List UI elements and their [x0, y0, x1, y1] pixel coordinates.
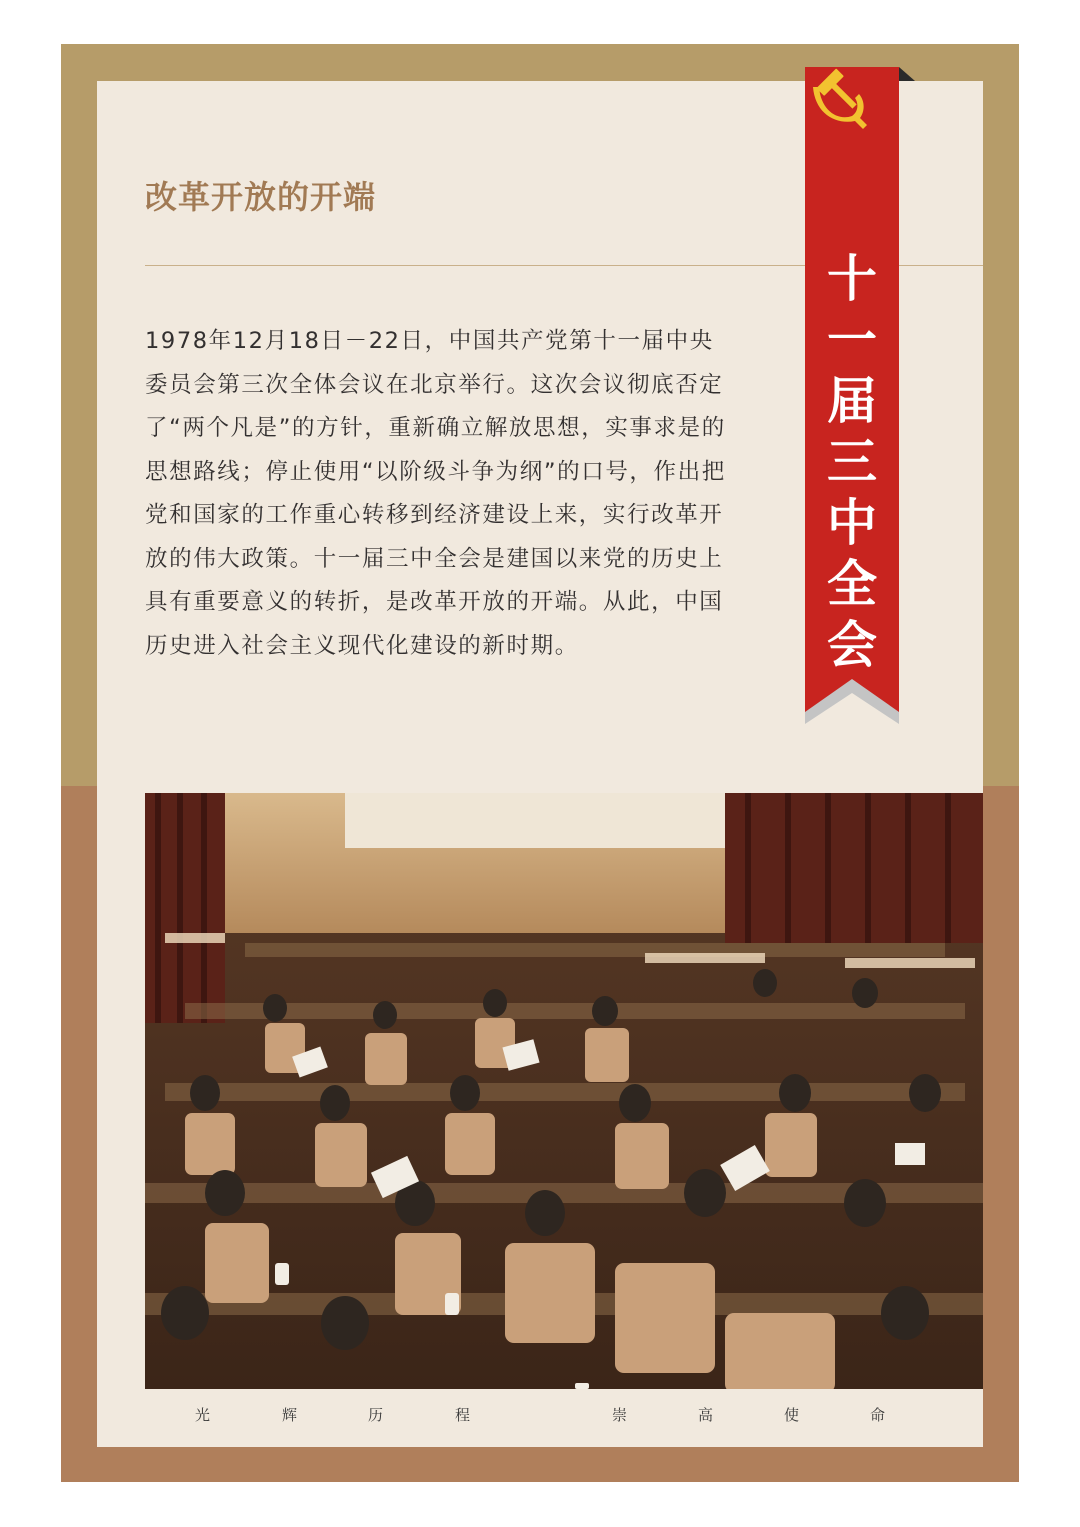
ribbon-char: 十: [827, 250, 877, 308]
ribbon-fold: [899, 67, 915, 81]
footer-char: 命: [870, 1406, 886, 1424]
footer-char: 程: [455, 1406, 471, 1424]
red-ribbon-banner: [805, 67, 899, 724]
body-paragraph: 1978年12月18日－22日，中国共产党第十一届中央委员会第三次全体会议在北京举行。这次会议彻底否定了“两个凡是”的方针，重新确立解放思想，实事求是的思想路线；停止使用“以阶级斗争为纲”的口号，作出把党和国家的工作重心转移到经济建设上来，实行改革开放的伟大政策。十一届三中全会是建国以来党的历史上具有重要意义的转折，是改革开放的开端。从此，中国历史进入社会主义现代化建设的新时期。: [145, 328, 726, 659]
ribbon-char: 中: [827, 494, 877, 552]
ribbon-char: 三: [827, 433, 877, 491]
ribbon-char: 会: [827, 616, 877, 674]
ribbon-char: 届: [827, 372, 877, 430]
page-title: 改革开放的开端: [145, 178, 377, 216]
footer-char: 辉: [282, 1406, 298, 1424]
footer-char: 历: [368, 1406, 384, 1424]
meeting-photo-illustration: [145, 793, 983, 1389]
meeting-photo: [145, 793, 983, 1389]
ribbon-vertical-text: [805, 249, 899, 676]
footer-char: 光: [195, 1406, 211, 1424]
ribbon-char: 全: [827, 555, 877, 613]
footer-char: 高: [698, 1406, 714, 1424]
footer-char: 使: [784, 1406, 800, 1424]
hammer-and-sickle-icon: [805, 67, 871, 133]
ribbon-char: 一: [827, 311, 877, 369]
footer-char: 崇: [612, 1406, 628, 1424]
